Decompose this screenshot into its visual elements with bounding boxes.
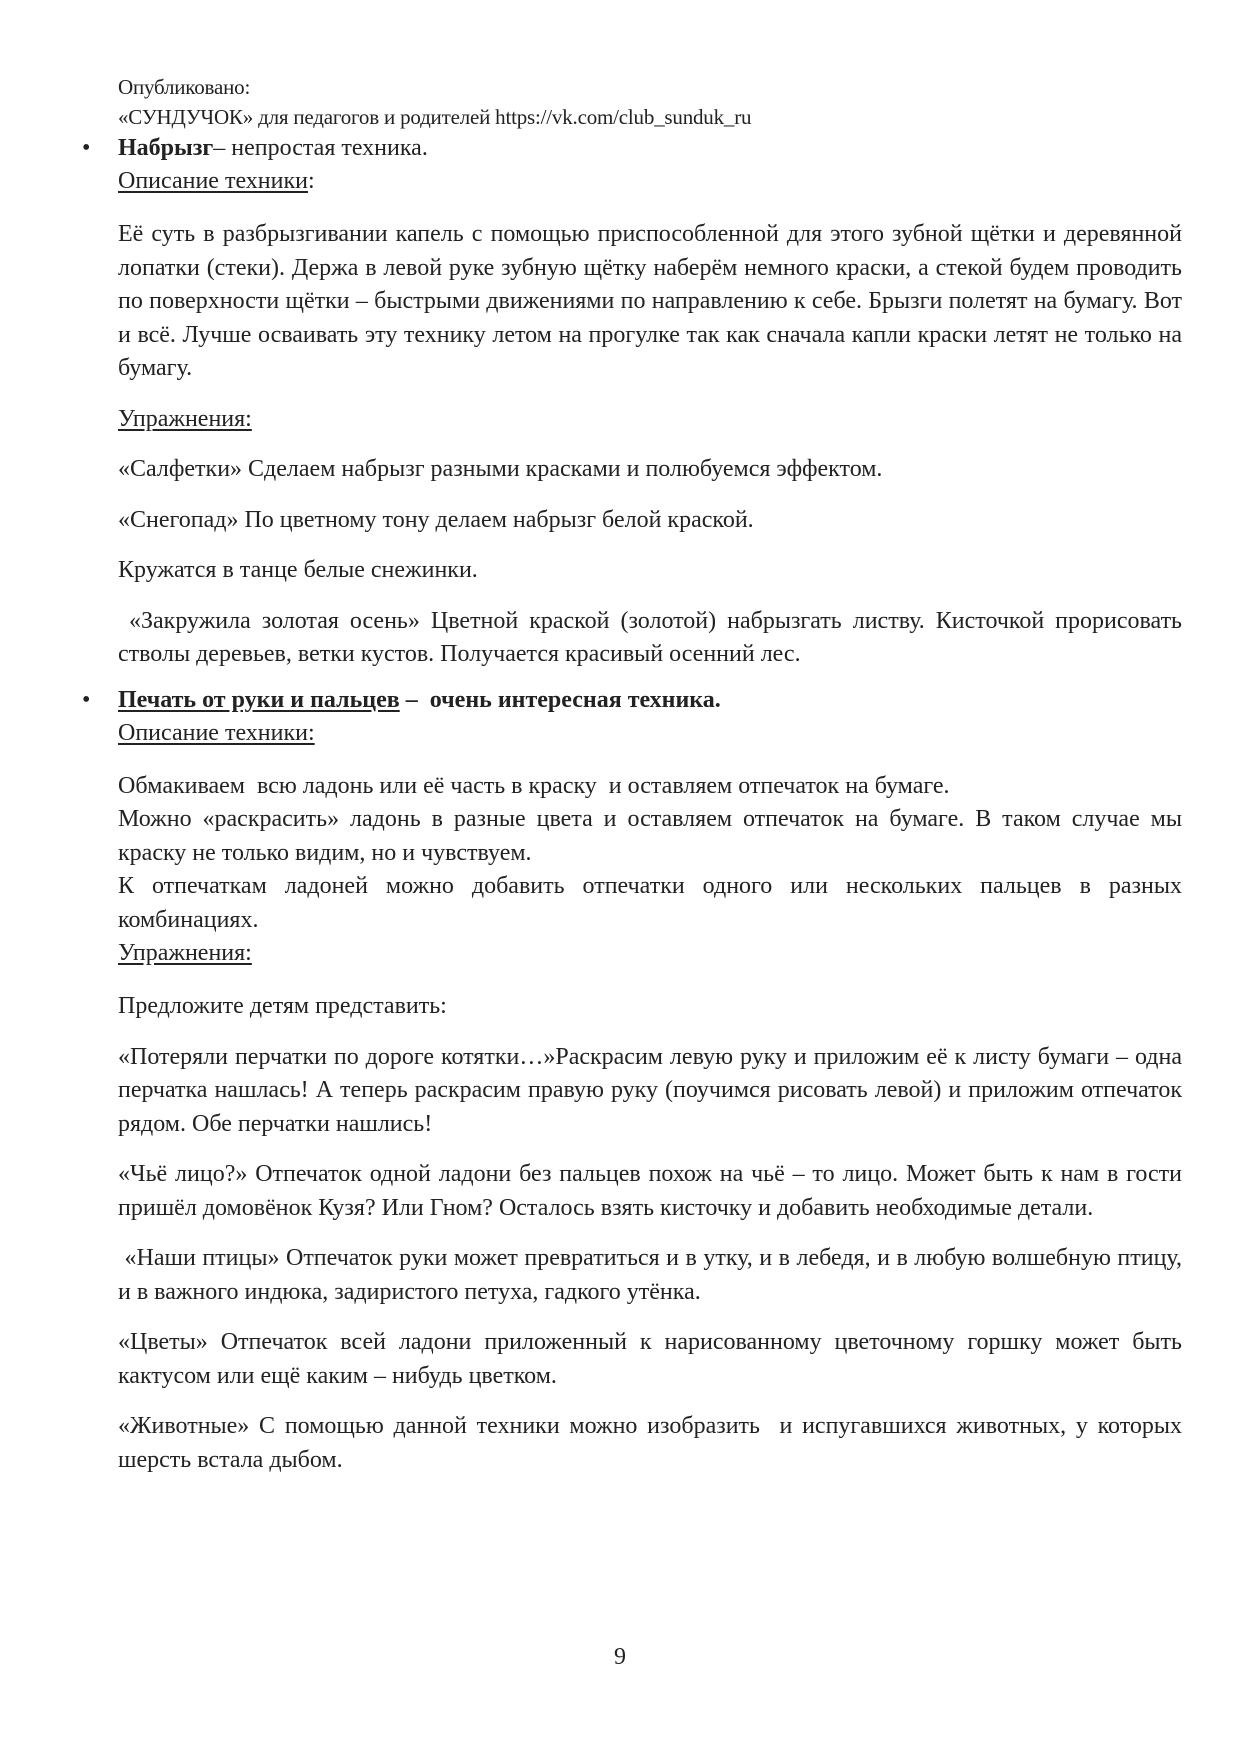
exercises-intro: Предложите детям представить: [118,993,447,1019]
section-spatter-title: Набрызг [118,135,214,161]
document-page [82,72,1189,1477]
section-spatter-title-row [82,132,1182,165]
section-hand-print-exercises-heading-row [118,937,1182,970]
bullet-icon: • [82,686,91,713]
exercise-item: Кружатся в танце белые снежинки. [118,557,478,583]
bullet-icon: • [82,135,91,161]
exercise-item: «Чьё лицо?» Отпечаток одной ладони без пальцев похож на чьё – то лицо. Может быть к нам в гости пришёл домовёнок Кузя? Или Гном? Осталось взять кисточку и добавить необходимые детали. [118,1161,1182,1221]
published-label: Опубликовано: [118,75,251,99]
section-hand-print-subtitle: – очень интересная техника. [399,686,721,713]
section-spatter-exercises-heading: Упражнения: [118,405,252,432]
section-hand-print-description-heading: Описание техники: [118,719,315,746]
exercise-item: «Животные» С помощью данной техники можно изобразить и испугавшихся животных, у которых шерсть встала дыбом. [118,1413,1188,1473]
description-line: К отпечаткам ладоней можно добавить отпечатки одного или нескольких пальцев в разных комбинациях. [118,873,1182,933]
section-hand-print-exercises-heading: Упражнения: [118,940,252,966]
section-hand-print-title: Печать от руки и пальцев [118,686,400,713]
page-number: 9 [614,1644,626,1670]
exercise-item: «Салфетки» Сделаем набрызг разными красками и полюбуемся эффектом. [118,456,883,482]
section-spatter [82,132,1189,672]
exercise-item: «Потеряли перчатки по дороге котятки…»Раскрасим левую руку и приложим её к листу бумаги – одна перчатка нашлась! А теперь раскрасим правую руку (поучимся рисовать левой) и приложим отпечаток рядом. Обе перчатки нашлись! [118,1043,1182,1137]
description-line: Обмакиваем всю ладонь или её часть в краску и оставляем отпечаток на бумаге. [118,772,950,799]
section-spatter-subtitle: – непростая техника. [213,135,428,161]
section-hand-print-description-heading-row [118,717,1182,750]
section-spatter-description-heading-row [118,165,1182,198]
publication-note [118,72,1182,132]
section-hand-print [82,684,1189,1478]
section-hand-print-title-row [82,684,1182,717]
description-line: Можно «раскрасить» ладонь в разные цвета и оставляем отпечаток на бумаге. В таком случае мы краску не только видим, но и чувствуем. [118,806,1188,866]
exercise-item: «Закружила золотая осень» Цветной краской (золотой) набрызгать листву. Кисточкой прорисовать стволы деревьев, ветки кустов. Получается красивый осенний лес. [118,607,1189,667]
exercise-item: «Снегопад» По цветному тону делаем набрызг белой краской. [118,506,754,533]
published-source: «СУНДУЧОК» для педагогов и родителей https://vk.com/club_sunduk_ru [118,105,752,129]
section-spatter-description-heading: Описание техники [118,168,308,194]
exercise-item: «Цветы» Отпечаток всей ладони приложенный к нарисованному цветочному горшку может быть кактусом или ещё каким – нибудь цветком. [118,1329,1182,1389]
section-spatter-description: Её суть в разбрызгивании капель с помощью приспособленной для этого зубной щётки и деревянной лопатки (стеки). Держа в левой руке зубную щётку наберём немного краски, а стекой будем проводить по поверхности щётки – быстрыми движениями по направлению к себе. Брызги полетят на бумагу. Вот и всё. Лучше осваивать эту технику летом на прогулке так как сначала капли краски летят не только на бумагу. [118,221,1182,381]
exercise-item: «Наши птицы» Отпечаток руки может превратиться и в утку, и в лебедя, и в любую волшебную птицу, и в важного индюка, задиристого петуха, гадкого утёнка. [118,1245,1189,1305]
section-spatter-description-colon: : [307,168,315,194]
